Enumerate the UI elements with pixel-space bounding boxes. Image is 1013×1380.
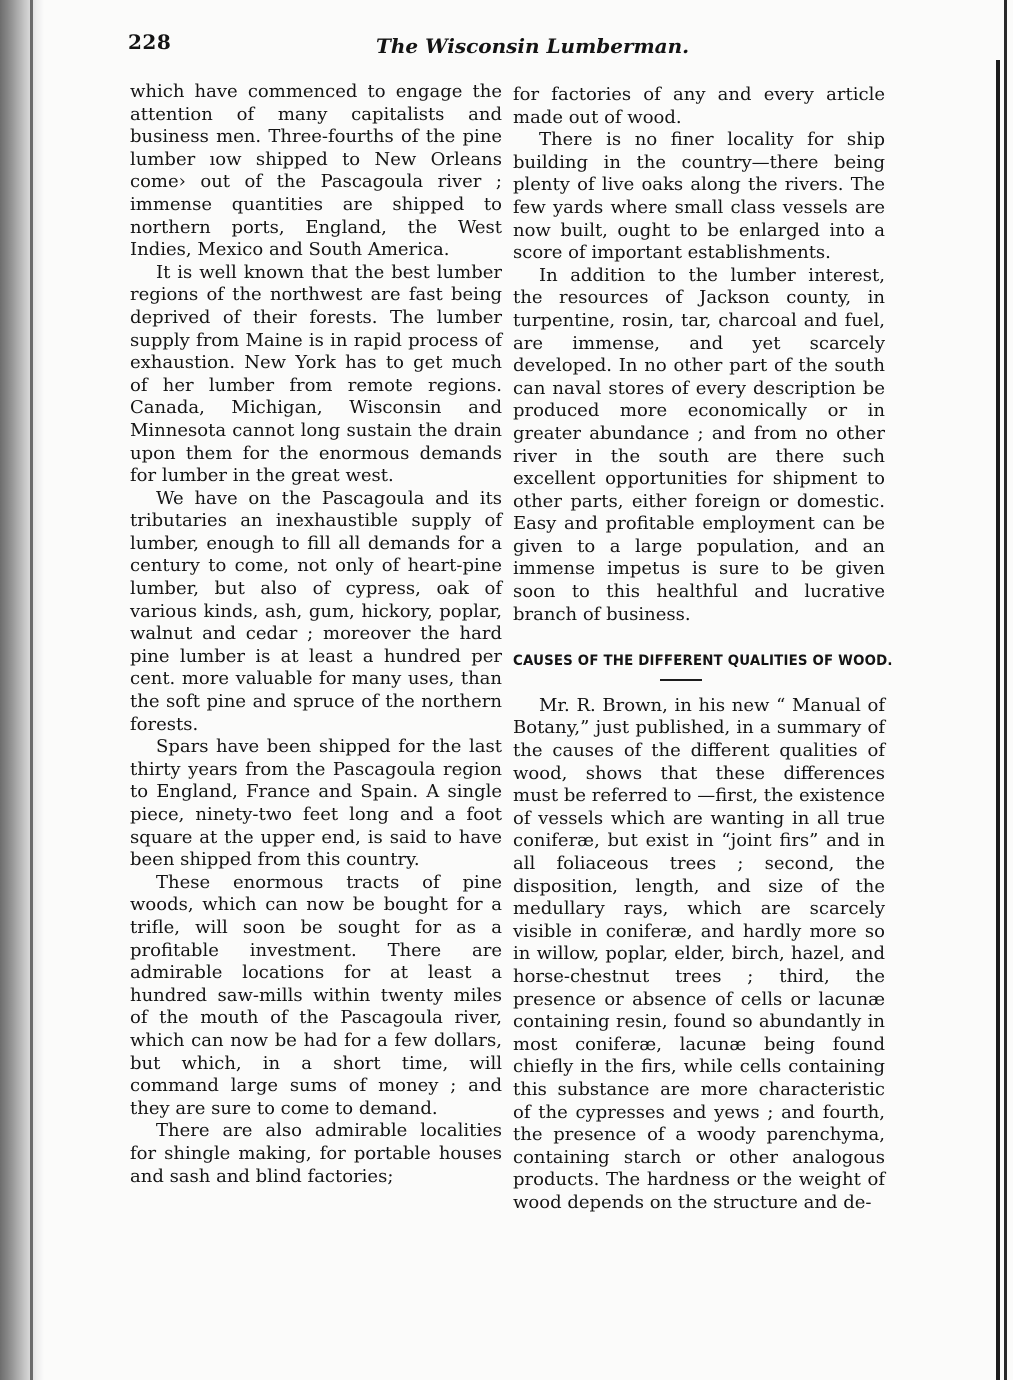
right-paragraph-3: In addition to the lumber interest, the resources of Jackson county, in turpentine, rosin, tar, charcoal and fuel, are immense, and yet scarcely developed. In no other part of the south can naval stores of every description be produced more economically or in greater abundance ; and from no other river in the south are there such excellent opportunities for shipment to other parts, either foreign or domestic. Easy and profitable employment can be given to a large population, and an immense impetus is sure to be given soon to this healthful and lucrative branch of business. [513,264,885,625]
right-paragraph-1: for factories of any and every article made out of wood. [513,84,885,128]
left-paragraph-2: It is well known that the best lumber regions of the northwest are fast being deprived of their forests. The lumber supply from Maine is in rapid process of exhaustion. New York has to get much of her lumber from remote regions. Canada, Michigan, Wisconsin and Minnesota cannot long sustain the drain upon them for the enormous demands for lumber in the great west. [130,261,502,487]
left-paragraph-4: Spars have been shipped for the last thirty years from the Pascagoula region to England, France and Spain. A single piece, ninety-two feet long and a foot square at the upper end, is said to have been shipped from this country. [130,736,502,871]
binding-gutter-line [30,0,33,1380]
page-edge-line-outer [1004,0,1007,1380]
left-column [130,81,502,1188]
page-number: 228 [128,30,172,54]
left-paragraph-6: There are also admirable localities for shingle making, for portable houses and sash and blind factories; [130,1120,502,1187]
right-paragraph-2: There is no finer locality for ship building in the country—there being plenty of live oaks along the rivers. The few yards where small class vessels are now built, ought to be enlarged into a score of important establishments. [513,129,885,264]
section-divider-rule [660,679,702,681]
left-paragraph-5: These enormous tracts of pine woods, which can now be bought for a trifle, will soon be sought for as a profitable investment. There are admirable locations for at least a hundred saw-mills within twenty miles of the mouth of the Pascagoula river, which can now be had for a few dollars, but which, in a short time, will command large sums of money ; and they are sure to come to demand. [130,871,502,1119]
page-edge-line [996,60,1000,1380]
left-paragraph-1: which have commenced to engage the attention of many capitalists and business men. Three-fourths of the pine lumber ıow shipped to New Orleans come› out of the Pascagoula river ; immense quantities are shipped to northern ports, England, the West Indies, Mexico and South America. [130,81,502,261]
left-paragraph-3: We have on the Pascagoula and its tributaries an inexhaustible supply of lumber, enough to fill all demands for a century to come, not only of heart-pine lumber, but also of cypress, oak of various kinds, ash, gum, hickory, poplar, walnut and cedar ; moreover the hard pine lumber is at least a hundred per cent. more valuable for many uses, than the soft pine and spruce of the northern forests. [130,487,502,735]
binding-gutter-shadow [0,0,44,1380]
section-heading: CAUSES OF THE DIFFERENT QUALITIES OF WOOD. [513,653,893,670]
right-paragraph-4: Mr. R. Brown, in his new “ Manual of Botany,” just published, in a summary of the causes of the different qualities of wood, shows that these differences must be referred to —first, the existence of vessels which are wanting in all true coniferæ, but exist in “joint firs” and in all foliaceous trees ; second, the disposition, length, and size of the medullary rays, which are scarcely visible in coniferæ, and hardly more so in willow, poplar, elder, birch, hazel, and horse-chestnut trees ; third, the presence or absence of cells or lacunæ containing resin, found so abundantly in most coniferæ, lacunæ being found chiefly in the firs, while cells containing this substance are more characteristic of the cypresses and yews ; and fourth, the presence of a woody parenchyma, containing starch or other analogous products. The hardness or the weight of wood depends on the structure and de- [513,694,885,1213]
running-title: The Wisconsin Lumberman. [376,34,690,58]
right-column [513,84,893,1215]
